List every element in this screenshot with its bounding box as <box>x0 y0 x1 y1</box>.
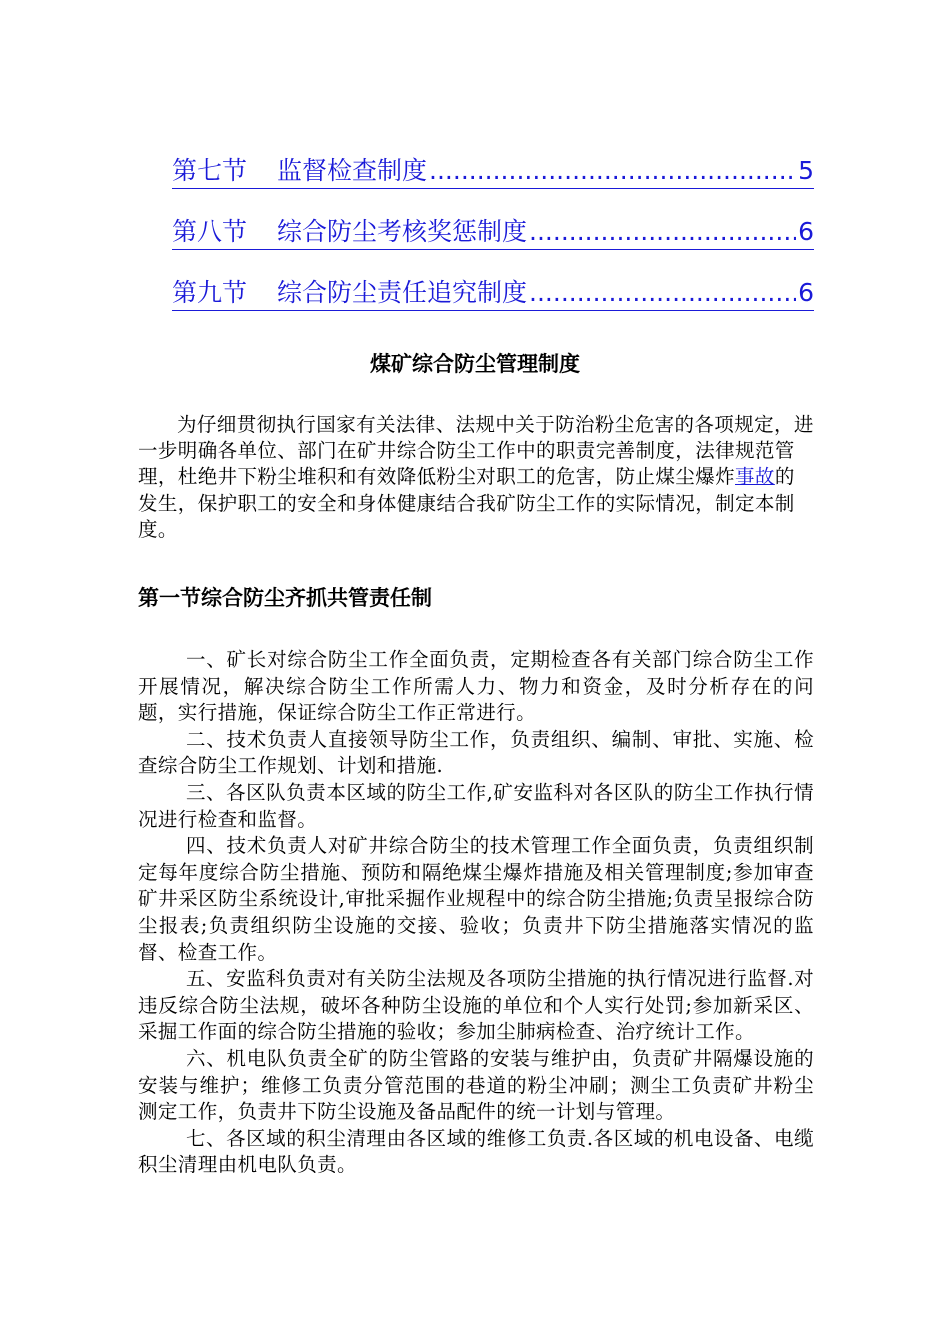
toc-section-title: 综合防尘考核奖惩制度 <box>277 217 528 246</box>
body-paragraph-3: 三、各区队负责本区域的防尘工作,矿安监科对各区队的防尘工作执行情况进行检查和监督。 <box>138 780 814 831</box>
body-paragraph-5: 五、安监科负责对有关防尘法规及各项防尘措施的执行情况进行监督.对违反综合防尘法规，破坏各种防尘设施的单位和个人实行处罚;参加新采区、采掘工作面的综合防尘措施的验收；参加尘肺病检查、治疗统计工作。 <box>138 967 814 1044</box>
intro-text-after-link: 的发生，保护职工的安全和身体健康结合我矿防尘工作的实际情况，制定本制度。 <box>138 465 795 541</box>
accident-link[interactable]: 事故 <box>735 465 775 489</box>
intro-text-before-link: 为仔细贯彻执行国家有关法律、法规中关于防治粉尘危害的各项规定，进一步明确各单位、部门在矿井综合防尘工作中的职责完善制度，法律规范管理，杜绝井下粉尘堆积和有效降低粉尘对职工的危害，防止煤尘爆炸 <box>138 413 814 489</box>
section-body <box>138 647 814 1179</box>
toc-section-title: 综合防尘责任追究制度 <box>277 278 528 307</box>
toc-entry-section-8[interactable] <box>172 189 814 250</box>
body-paragraph-1: 一、矿长对综合防尘工作全面负责，定期检查各有关部门综合防尘工作开展情况，解决综合防尘工作所需人力、物力和资金，及时分析存在的问题，实行措施，保证综合防尘工作正常进行。 <box>138 648 814 725</box>
toc-page-number: 6 <box>798 278 814 307</box>
toc-page-number: 5 <box>798 156 814 185</box>
toc-section-title: 监督检查制度 <box>277 156 428 185</box>
body-paragraph-2: 二、技术负责人直接领导防尘工作，负责组织、编制、审批、实施、检查综合防尘工作规划、计划和措施. <box>138 727 814 778</box>
toc-dot-leader <box>529 217 796 247</box>
toc-entry-section-9[interactable] <box>172 250 814 311</box>
document-title: 煤矿综合防尘管理制度 <box>370 352 580 377</box>
toc-section-number: 第七节 <box>172 156 248 185</box>
body-paragraph-7: 七、各区域的积尘清理由各区域的维修工负责.各区域的机电设备、电缆积尘清理由机电队负责。 <box>138 1126 814 1177</box>
toc-section-number: 第九节 <box>172 278 248 307</box>
toc-dot-leader <box>429 156 796 186</box>
toc-entry-section-7[interactable] <box>172 128 814 189</box>
toc-section-number: 第八节 <box>172 217 248 246</box>
section-heading: 第一节综合防尘齐抓共管责任制 <box>138 586 432 611</box>
body-paragraph-4: 四、技术负责人对矿井综合防尘的技术管理工作全面负责，负责组织制定每年度综合防尘措施、预防和隔绝煤尘爆炸措施及相关管理制度;参加审查矿井采区防尘系统设计,审批采掘作业规程中的综合防尘措施;负责呈报综合防尘报表;负责组织防尘设施的交接、验收；负责井下防尘措施落实情况的监督、检查工作。 <box>138 834 814 964</box>
intro-paragraph <box>138 412 814 543</box>
toc-dot-leader <box>529 278 796 308</box>
table-of-contents <box>172 128 814 311</box>
body-paragraph-6: 六、机电队负责全矿的防尘管路的安装与维护由，负责矿井隔爆设施的安装与维护；维修工负责分管范围的巷道的粉尘冲刷；测尘工负责矿井粉尘测定工作，负责井下防尘设施及备品配件的统一计划与管理。 <box>138 1046 814 1124</box>
toc-page-number: 6 <box>798 217 814 246</box>
